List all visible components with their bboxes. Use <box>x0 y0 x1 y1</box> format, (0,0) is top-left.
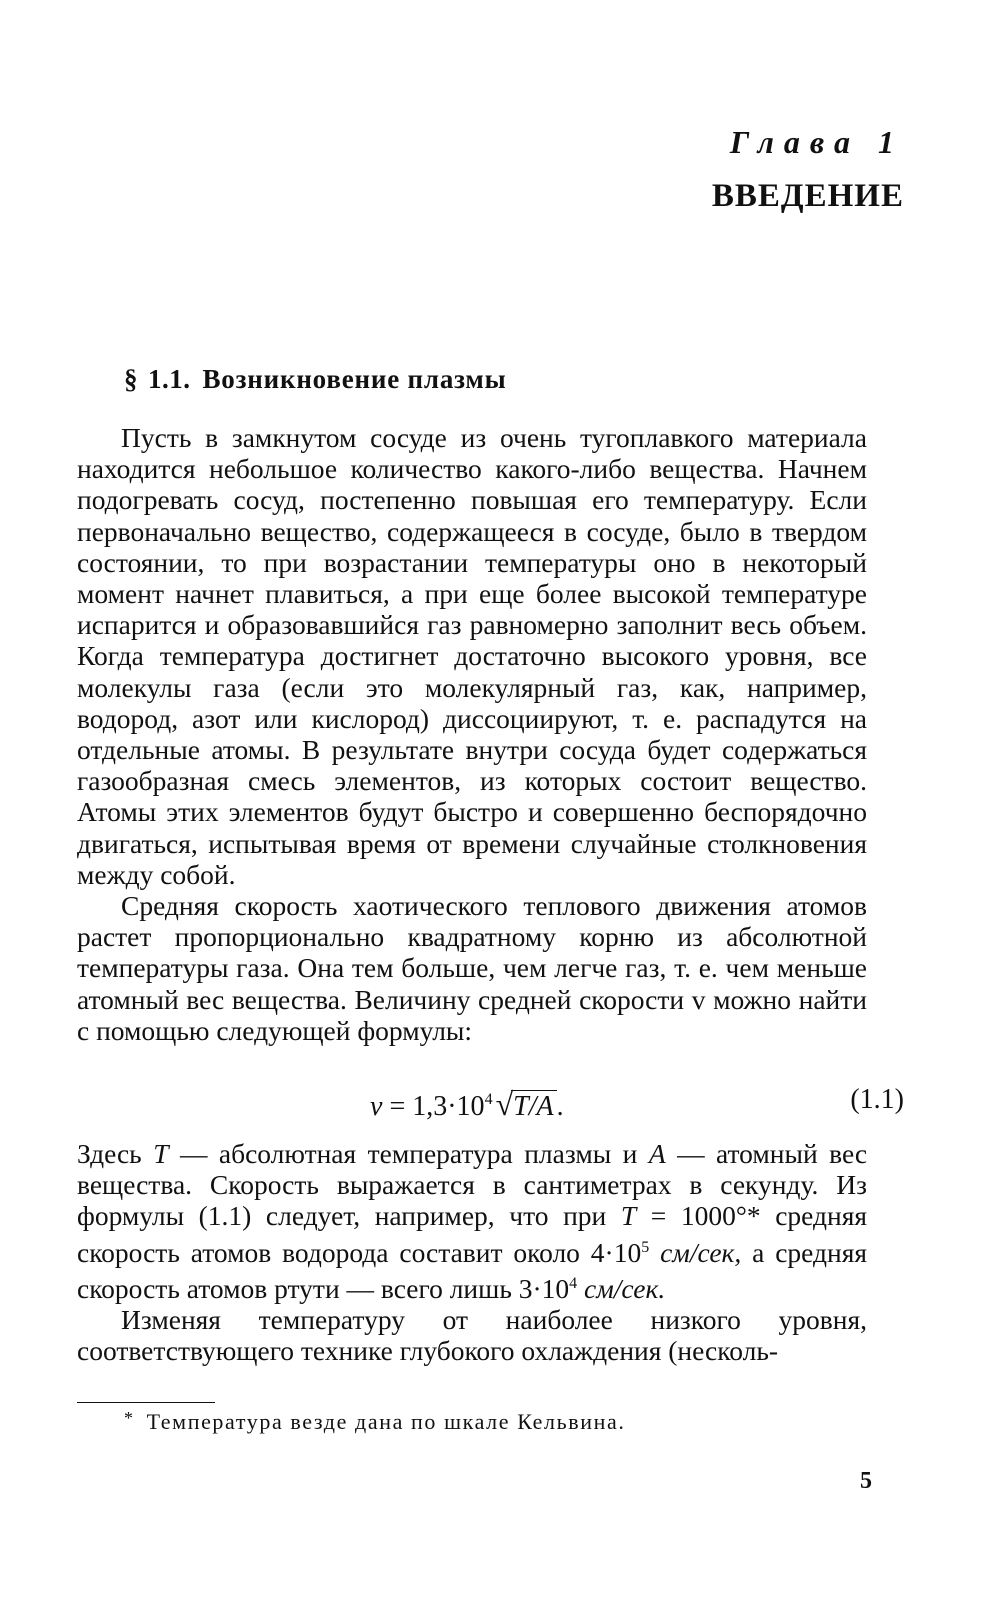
section-heading <box>124 364 506 395</box>
sqrt-symbol: √ <box>495 1086 514 1122</box>
exponent: 5 <box>641 1238 650 1256</box>
exponent: 4 <box>569 1274 578 1292</box>
footnote <box>124 1408 625 1435</box>
paragraph-gas-heating: Пусть в замкнутом сосуде из очень тугоплавкого материала находится небольшое количество какого-либо вещества. Начнем подогревать сосуд, постепенно повышая его температуру. Если первоначально вещество, содержащееся в сосуде, было в твердом состоянии, то при возрастании температуры оно в некоторый момент начнет плавиться, а при еще более высокой температуре испарится и образовавшийся газ равномерно заполнит весь объем. Когда температура достигнет достаточно высокого уровня, все молекулы газа (если это молекулярный газ, как, например, водород, азот или кислород) диссоциируют, т. е. распадутся на отдельные атомы. В результате внутри сосуда будет содержаться газообразная смесь элементов, из которых состоит вещество. Атомы этих элементов будут быстро и совершенно беспорядочно двигаться, испытывая время от времени случайные столкновения между собой. <box>77 422 867 890</box>
section-sign: § <box>124 364 138 394</box>
formula-equals: = <box>389 1091 406 1122</box>
formula-radicand: T/A <box>511 1090 556 1122</box>
formula-lhs: v <box>370 1091 383 1122</box>
unit: см/сек, <box>660 1236 742 1268</box>
footnote-divider <box>77 1402 215 1403</box>
body-text-after-formula <box>77 1138 867 1366</box>
text-run: — атомный вес вещества. Скорость выражается в сантиметрах в секунду. Из формулы (1.1) следует, например, что при <box>77 1138 868 1232</box>
chapter-title: ВВЕДЕНИЕ <box>711 178 904 214</box>
formula-1-1 <box>370 1082 564 1125</box>
footnote-text: Температура везде дана по шкале Кельвина. <box>146 1409 626 1434</box>
paragraph-formula-explanation <box>77 1138 867 1304</box>
section-number: 1.1. <box>148 364 191 394</box>
paragraph-temperature-range: Изменяя температуру от наиболее низкого уровня, соответствующего технике глубокого охлаждения (несколь- <box>77 1304 867 1367</box>
text-run: Здесь <box>77 1138 142 1169</box>
section-title: Возникновение плазмы <box>202 364 507 394</box>
unit: см/сек. <box>584 1272 666 1304</box>
formula-number: (1.1) <box>850 1084 904 1115</box>
page-number: 5 <box>860 1468 872 1494</box>
footnote-marker: * <box>124 1408 135 1428</box>
body-text-before-formula <box>77 422 867 1046</box>
text-run: = 1000°* средняя скорость атомов водорода составит около 4·10 <box>77 1200 868 1268</box>
formula-period: . <box>556 1091 564 1122</box>
symbol-temperature: T <box>153 1138 169 1169</box>
text-run: — абсолютная температура плазмы и <box>179 1138 638 1169</box>
formula-coefficient: 1,3·10 <box>412 1091 485 1122</box>
symbol-temperature: T <box>620 1200 637 1232</box>
paragraph-thermal-velocity: Средняя скорость хаотического теплового движения атомов растет пропорционально квадратному корню из абсолютной температуры газа. Она тем больше, чем легче газ, т. е. чем меньше атомный вес вещества. Величину средней скорости v можно найти с помощью следующей формулы: <box>77 890 867 1046</box>
chapter-label: Глава 1 <box>729 124 904 160</box>
text-run: а средняя скорость атомов ртути — всего лишь 3·10 <box>77 1236 868 1304</box>
formula-exponent: 4 <box>484 1091 493 1108</box>
symbol-atomic-weight: A <box>648 1138 666 1169</box>
